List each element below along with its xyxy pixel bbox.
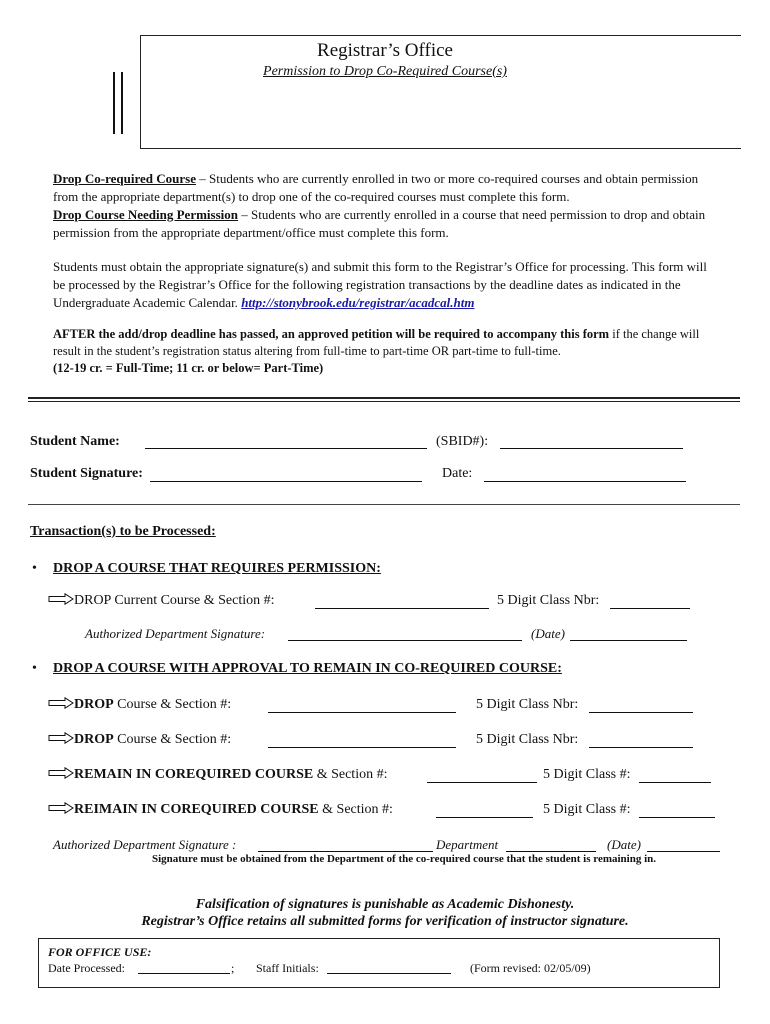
department-field[interactable] [506, 839, 596, 852]
class-nbr-field[interactable] [610, 596, 690, 609]
retention-notice: Registrar’s Office retains all submitted forms for verification of instructor signature. [141, 914, 629, 929]
auth-dept-signature-label: Authorized Department Signature: [85, 626, 266, 641]
reimain-section-label: & Section #: [318, 802, 393, 817]
intro-drop-permission-text: – Students who are currently enrolled in a course that need permission to drop and obtain permission from the appropriate department/office must complete this form. [53, 207, 706, 240]
divider [28, 504, 740, 505]
section2-remain-row [48, 767, 387, 783]
right-arrow-icon [48, 732, 74, 744]
class-nbr-label: 5 Digit Class Nbr: [476, 732, 579, 747]
class-nbr-label: 5 Digit Class Nbr: [476, 697, 579, 712]
reimain-section-field[interactable] [436, 805, 533, 818]
intro-deadline-note [53, 326, 713, 377]
date-field[interactable] [484, 469, 686, 482]
section2-drop-row-1 [48, 697, 231, 713]
section2-drop-row-2 [48, 732, 231, 748]
form-title: Registrar’s Office [317, 40, 453, 61]
drop-course-label: Course & Section #: [113, 697, 232, 712]
right-arrow-icon [48, 802, 74, 814]
office-use-heading: FOR OFFICE USE: [48, 945, 152, 959]
staff-initials-label: Staff Initials: [256, 961, 319, 975]
class-nbr-field[interactable] [589, 700, 693, 713]
credit-note: (12-19 cr. = Full-Time; 11 cr. or below= Part-Time) [53, 361, 324, 375]
remain-section-label: & Section #: [313, 767, 388, 782]
intro-drop-coreq [53, 170, 713, 242]
class-nbr-label: 5 Digit Class Nbr: [497, 593, 600, 608]
coreq-signature-note: Signature must be obtained from the Department of the co-required course that the student is remaining in. [151, 853, 657, 865]
drop-course-label: Course & Section #: [113, 732, 232, 747]
student-name-label: Student Name: [30, 434, 120, 449]
section2-title: DROP A COURSE WITH APPROVAL TO REMAIN IN CO-REQUIRED COURSE: [53, 661, 562, 676]
staff-initials-field[interactable] [327, 963, 451, 974]
auth-date-field[interactable] [570, 628, 687, 641]
remain-section-field[interactable] [427, 770, 537, 783]
section2-reimain-row [48, 802, 393, 818]
class-label: 5 Digit Class #: [543, 802, 631, 817]
falsification-warning: Falsification of signatures is punishable as Academic Dishonesty. [195, 897, 575, 912]
class-nbr-field[interactable] [589, 735, 693, 748]
class-field[interactable] [639, 805, 715, 818]
sbid-label: (SBID#): [436, 434, 489, 449]
intro-drop-coreq-text: – Students who are currently enrolled in two or more co-required courses and obtain permission from the appropriate department(s) to drop one of the co-required courses must complete this form. [53, 171, 699, 204]
form-revised: (Form revised: 02/05/09) [470, 961, 591, 975]
auth-dept-signature-field[interactable] [288, 628, 522, 641]
drop-current-course-label: DROP Current Course & Section #: [74, 593, 275, 608]
decorative-bar [113, 72, 115, 134]
class-field[interactable] [639, 770, 711, 783]
sbid-field[interactable] [500, 436, 683, 449]
drop-bold: DROP [74, 697, 114, 712]
reimain-bold: REIMAIN IN COREQUIRED COURSE [74, 802, 319, 817]
auth-date-field-2[interactable] [647, 839, 720, 852]
remain-bold: REMAIN IN COREQUIRED COURSE [74, 767, 314, 782]
date-label: Date: [442, 466, 473, 481]
auth-dept-signature-label-2: Authorized Department Signature : [53, 837, 237, 852]
intro-instructions-text: Students must obtain the appropriate signature(s) and submit this form to the Registrar’s Office for processing. This form will be processed by the Registrar’s Office for the following registration transactions by the deadline dates as indicated in the Undergraduate Academic Calendar. [53, 259, 707, 310]
section1-drop-row [48, 593, 275, 609]
date-processed-field[interactable] [138, 963, 230, 974]
bullet: • [32, 661, 37, 676]
student-signature-field[interactable] [150, 469, 422, 482]
drop-current-course-field[interactable] [315, 596, 489, 609]
drop-course-field[interactable] [268, 700, 456, 713]
right-arrow-icon [48, 767, 74, 779]
right-arrow-icon [48, 697, 74, 709]
drop-course-field[interactable] [268, 735, 456, 748]
academic-calendar-link[interactable]: http://stonybrook.edu/registrar/acadcal.htm [241, 295, 475, 310]
form-subtitle: Permission to Drop Co-Required Course(s) [263, 64, 507, 79]
transactions-heading: Transaction(s) to be Processed: [30, 524, 216, 539]
auth-date-label-2: (Date) [607, 837, 641, 852]
intro-instructions [53, 258, 713, 312]
section1-title: DROP A COURSE THAT REQUIRES PERMISSION: [53, 561, 381, 576]
intro-drop-coreq-heading: Drop Co-required Course [53, 171, 196, 186]
intro-drop-permission-heading: Drop Course Needing Permission [53, 207, 239, 222]
student-signature-label: Student Signature: [30, 466, 143, 481]
deadline-bold: AFTER the add/drop deadline has passed, an approved petition will be required to accompany this form [53, 327, 610, 341]
date-processed-label: Date Processed: [48, 961, 125, 975]
divider [28, 397, 740, 402]
bullet: • [32, 561, 37, 576]
semicolon: ; [231, 961, 235, 975]
drop-bold: DROP [74, 732, 114, 747]
department-label: Department [436, 837, 499, 852]
auth-dept-signature-field-2[interactable] [258, 839, 433, 852]
student-name-field[interactable] [145, 436, 427, 449]
decorative-bar [121, 72, 123, 134]
deadline-text: if the change will result in the student’s registration status altering from full-time to part-time OR part-time to full-time. [53, 327, 700, 358]
right-arrow-icon [48, 593, 74, 605]
auth-date-label: (Date) [531, 626, 565, 641]
class-label: 5 Digit Class #: [543, 767, 631, 782]
